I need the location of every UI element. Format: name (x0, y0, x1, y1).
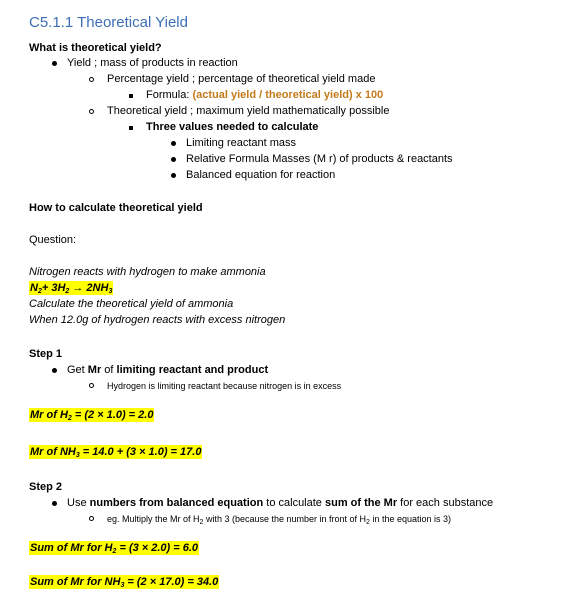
equation-subscript: 3 (108, 288, 113, 295)
theoretical-yield-definition: Theoretical yield ; maximum yield mathematically possible (107, 105, 390, 117)
bullet-circle-icon (89, 77, 94, 82)
equation-part: N (30, 282, 38, 294)
value-item: Relative Formula Masses (M r) of products & reactants (186, 153, 453, 165)
text-run: eg. Multiply the Mr of H (107, 514, 200, 524)
question-label: Question: (29, 234, 77, 246)
mr-nh3-calculation (29, 445, 202, 459)
question-line: Calculate the theoretical yield of ammonia (29, 298, 234, 310)
value-item: Limiting reactant mass (186, 137, 297, 149)
text-run: Mr (87, 364, 102, 376)
text-run: in the equation is 3) (369, 514, 451, 524)
bullet-square-icon (129, 94, 133, 98)
equation-part: → 2NH (69, 282, 109, 294)
text-run: to calculate (263, 497, 325, 509)
bullet-circle-icon (89, 516, 94, 521)
step2-heading: Step 2 (29, 481, 63, 493)
text-run: = 14.0 + (3 × 1.0) = 17.0 (79, 446, 202, 458)
mr-h2-calculation (29, 408, 154, 422)
step2-subnote (107, 512, 451, 526)
subscript: 3 (120, 582, 125, 589)
bullet-disc-icon (52, 501, 57, 506)
text-run: Mr of NH (30, 446, 76, 458)
chemical-equation (29, 281, 113, 295)
formula-label: Formula: (146, 89, 193, 101)
text-run: Sum of Mr for H (30, 542, 113, 554)
subscript: 3 (75, 452, 80, 459)
heading-what-is: What is theoretical yield? (29, 42, 162, 54)
text-run: numbers from balanced equation (89, 497, 264, 509)
yield-definition: Yield ; mass of products in reaction (67, 57, 238, 69)
text-run: Mr of H (30, 409, 68, 421)
bullet-square-icon (129, 126, 133, 130)
page-title: C5.1.1 Theoretical Yield (29, 14, 188, 31)
sum-mr-h2-calculation (29, 541, 199, 555)
text-run: Use (67, 497, 90, 509)
percentage-yield-definition: Percentage yield ; percentage of theoretical yield made (107, 73, 376, 85)
question-line: Nitrogen reacts with hydrogen to make ammonia (29, 266, 266, 278)
subscript: 2 (67, 415, 72, 422)
bullet-circle-icon (89, 109, 94, 114)
text-run: for each substance (397, 497, 494, 509)
equation-part: + 3H (41, 282, 66, 294)
step1-bullet (67, 363, 268, 377)
three-values-heading: Three values needed to calculate (146, 121, 319, 133)
equation-subscript: 2 (65, 288, 70, 295)
bullet-disc-icon (52, 368, 57, 373)
text-run: = (2 × 1.0) = 2.0 (71, 409, 154, 421)
step1-subnote: Hydrogen is limiting reactant because nitrogen is in excess (107, 381, 342, 391)
formula-value: (actual yield / theoretical yield) x 100 (192, 89, 384, 101)
equation-subscript: 2 (37, 288, 42, 295)
bullet-disc-icon (171, 141, 176, 146)
text-run: limiting reactant and product (116, 364, 269, 376)
value-item: Balanced equation for reaction (186, 169, 336, 181)
text-run: = (3 × 2.0) = 6.0 (116, 542, 199, 554)
text-run: Sum of Mr for NH (30, 576, 121, 588)
subscript: 2 (366, 519, 370, 526)
text-run: of (101, 364, 117, 376)
bullet-circle-icon (89, 383, 94, 388)
question-line: When 12.0g of hydrogen reacts with excess nitrogen (29, 314, 286, 326)
step2-bullet (67, 496, 493, 510)
subscript: 2 (199, 519, 204, 526)
formula-line (146, 88, 383, 102)
sum-mr-nh3-calculation (29, 575, 219, 589)
step1-heading: Step 1 (29, 348, 63, 360)
text-run: = (2 × 17.0) = 34.0 (124, 576, 219, 588)
bullet-disc-icon (171, 173, 176, 178)
bullet-disc-icon (171, 157, 176, 162)
heading-how-to: How to calculate theoretical yield (29, 202, 203, 214)
text-run: sum of the Mr (324, 497, 398, 509)
subscript: 2 (112, 548, 117, 555)
text-run: Get (67, 364, 88, 376)
bullet-disc-icon (52, 61, 57, 66)
text-run: with 3 (because the number in front of H (203, 514, 367, 524)
